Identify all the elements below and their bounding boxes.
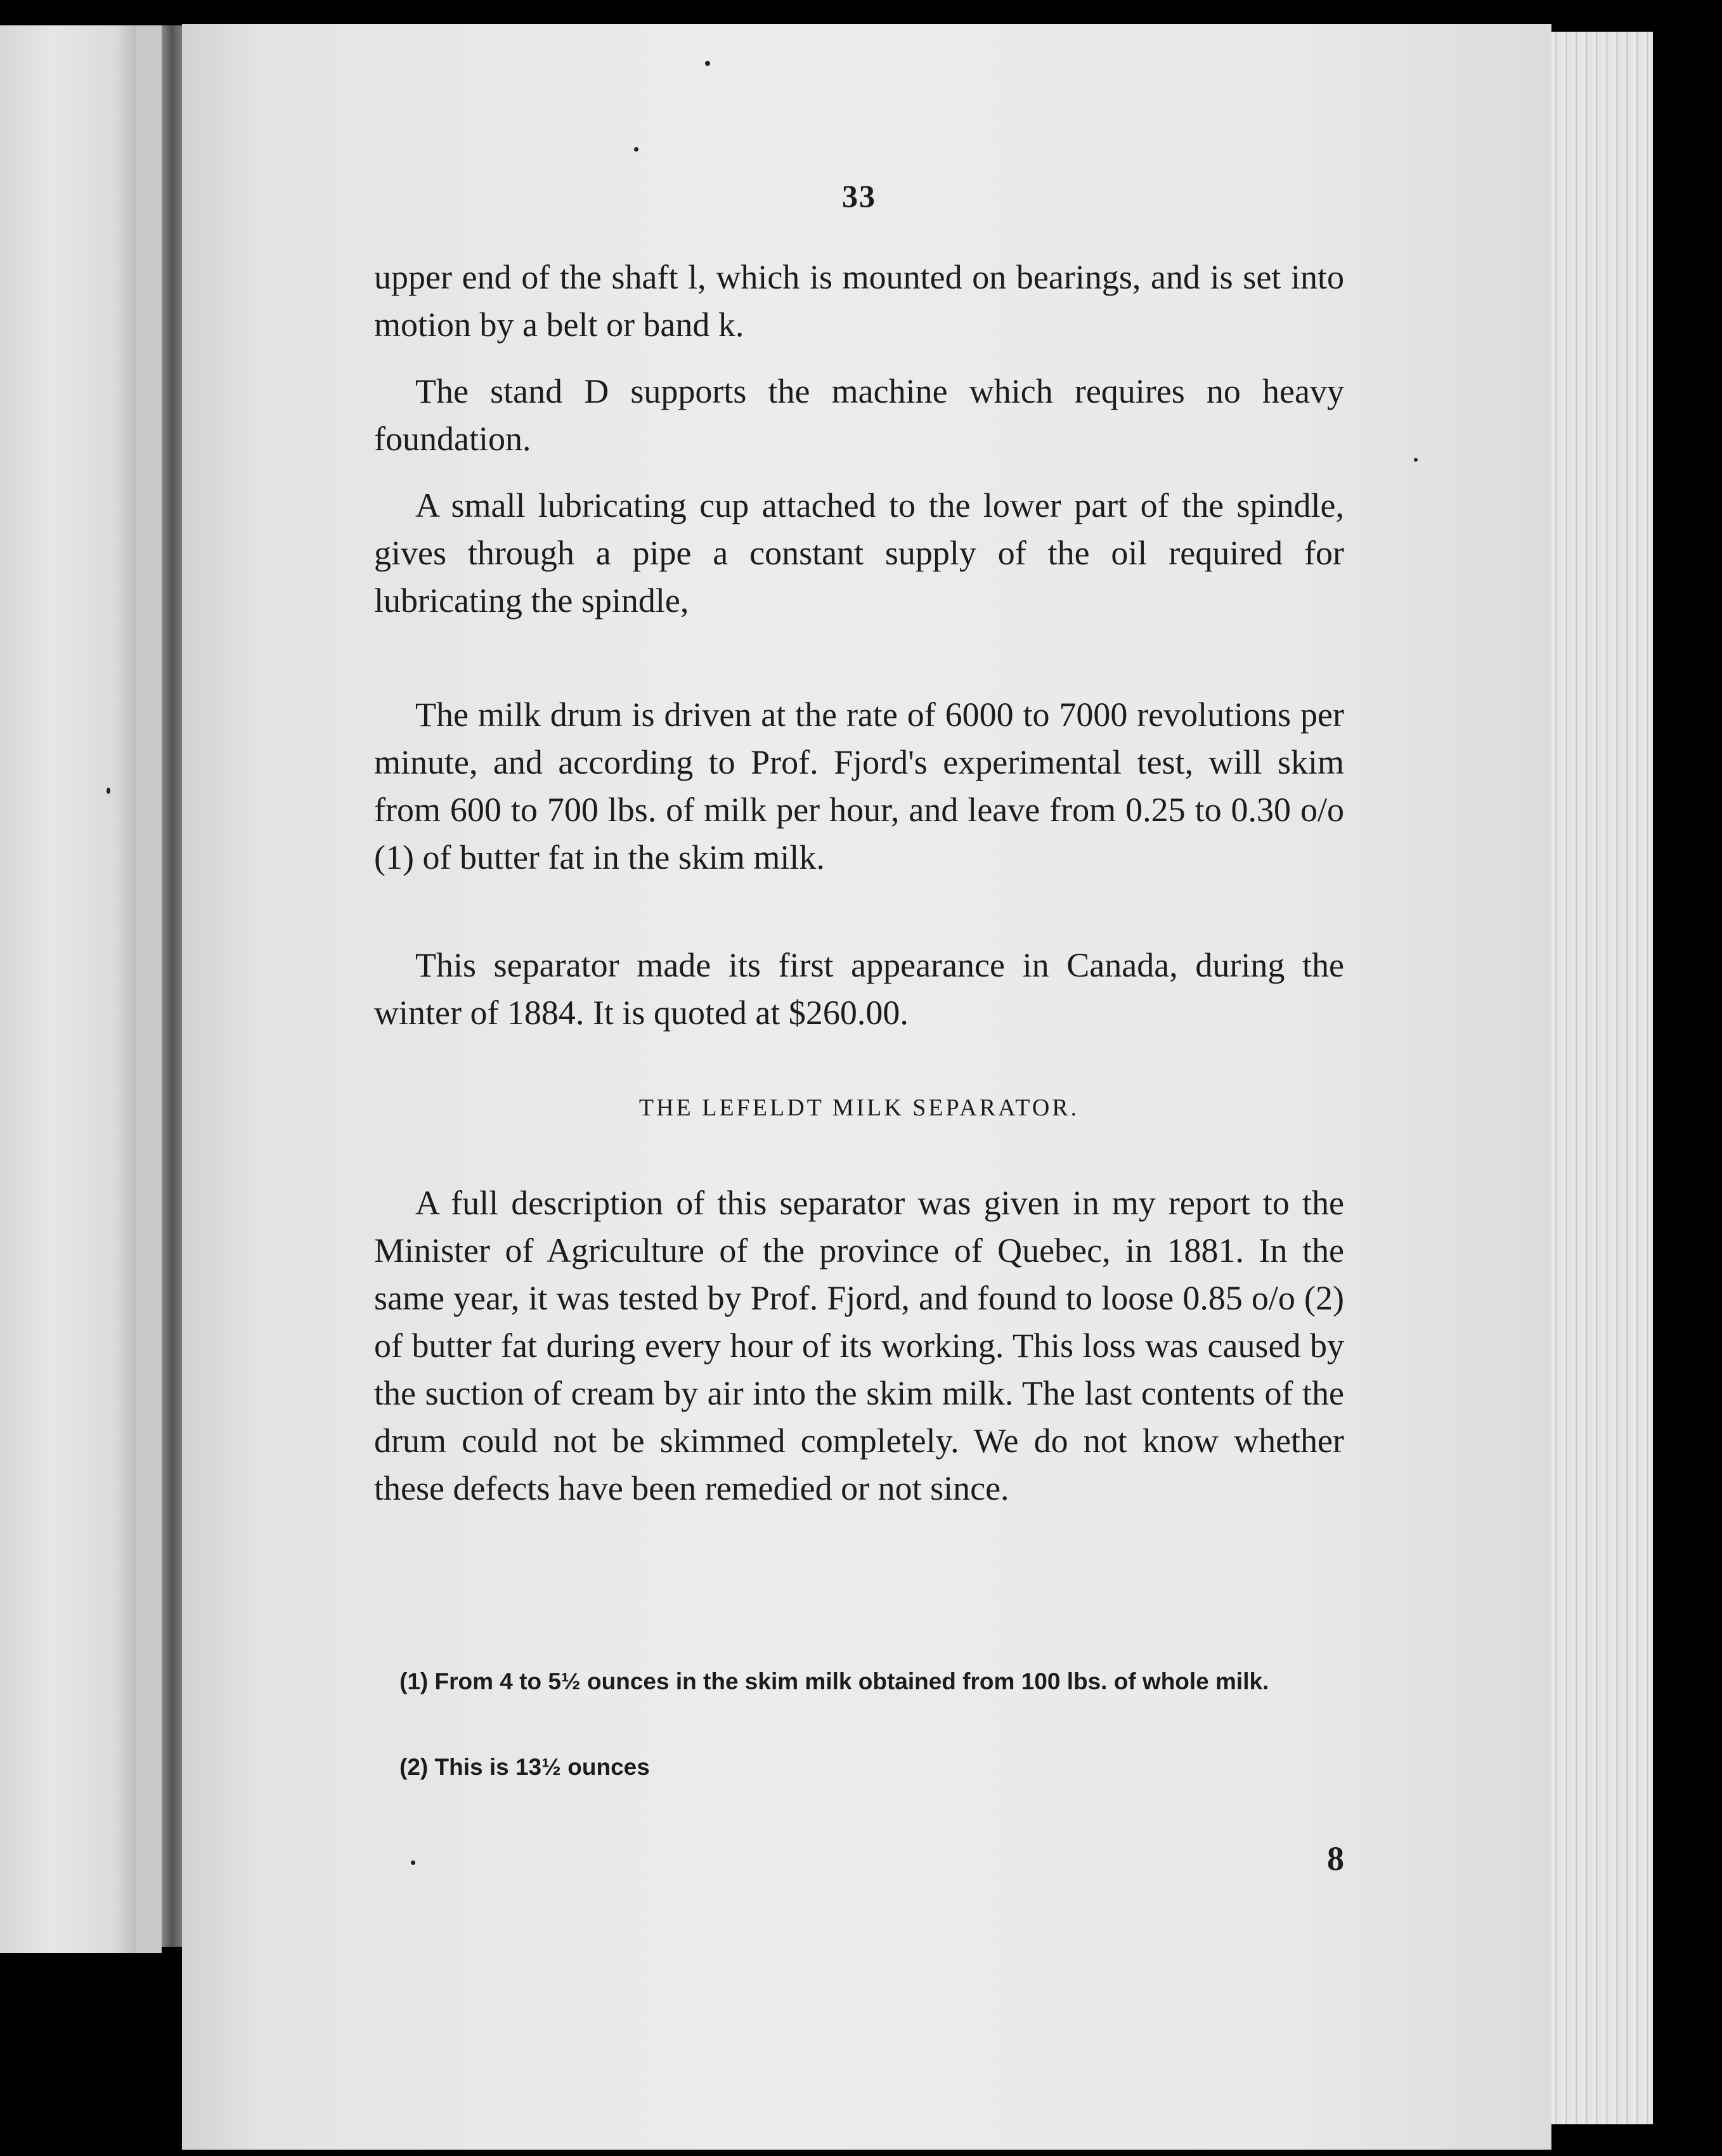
paragraph-milk-drum: The milk drum is driven at the rate of 6000 to 7000 revolutions per minute, and according to Prof. Fjord's experimental test, will skim from 600 to 700 lbs. of milk per hour, and leave from 0.25 to 0.30 o/o (1) of butter fat in the skim milk. bbox=[374, 696, 1344, 876]
paragraph-shaft: upper end of the shaft l, which is mounted on bearings, and is set into motion by a belt or band k. bbox=[374, 258, 1344, 344]
previous-page-edge bbox=[0, 25, 136, 1953]
footnote-1: (1) From 4 to 5½ ounces in the skim milk obtained from 100 lbs. of whole milk. bbox=[399, 1668, 1269, 1694]
paragraph-lubricating-cup: A small lubricating cup attached to the lower part of the spindle, gives through a pipe a constant supply of the oil required for lubricating the spindle, bbox=[374, 486, 1344, 620]
sheet-signature-mark: 8 bbox=[1327, 1840, 1344, 1878]
paragraph-lefeldt-description: A full description of this separator was given in my report to the Minister of Agriculture of the province of Quebec, in 1881. In the same year, it was tested by Prof. Fjord, and found to loose 0.85 o/o (2) of butter fat during every hour of its working. This loss was caused by the suction of cream by air into the skim milk. The last contents of the drum could not be skimmed completely. We do not know whether these defects have been remedied or not since. bbox=[374, 1184, 1344, 1507]
page-edges-stack bbox=[1551, 32, 1653, 2124]
page-number: 33 bbox=[842, 178, 876, 214]
previous-page-margin bbox=[136, 25, 162, 1953]
footnote-2: (2) This is 13½ ounces bbox=[399, 1754, 650, 1780]
section-heading: THE LEFELDT MILK SEPARATOR. bbox=[638, 1094, 1080, 1121]
scan-speck bbox=[634, 147, 638, 152]
book-gutter bbox=[162, 25, 182, 1947]
scan-speck bbox=[1414, 458, 1418, 462]
paragraph-stand: The stand D supports the machine which requires no heavy foundation. bbox=[374, 372, 1344, 458]
scan-speck bbox=[107, 788, 110, 794]
scan-speck bbox=[705, 61, 710, 66]
paragraph-first-appearance: This separator made its first appearance in Canada, during the winter of 1884. It is quoted at $260.00. bbox=[374, 946, 1344, 1032]
scan-speck bbox=[411, 1861, 415, 1865]
